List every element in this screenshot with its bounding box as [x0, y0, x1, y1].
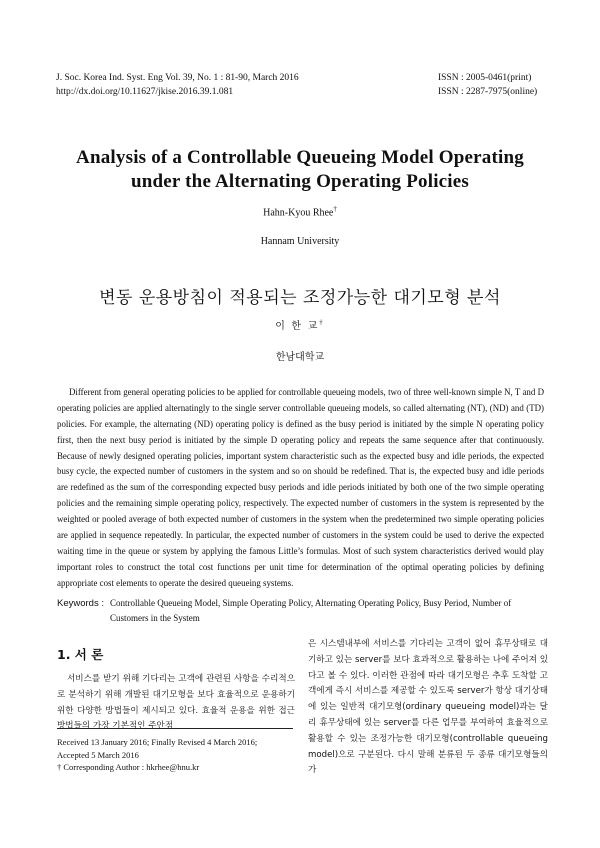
issn-print: ISSN : 2005-0461(print) — [438, 73, 532, 83]
doi-link[interactable]: http://dx.doi.org/10.11627/jkise.2016.39.1.081 — [56, 87, 234, 97]
corresponding-author: † Corresponding Author : hkrhee@hnu.kr — [57, 762, 200, 772]
issn-block — [438, 71, 537, 99]
journal-citation: J. Soc. Korea Ind. Syst. Eng Vol. 39, No. 1 : 81-90, March 2016 — [56, 73, 299, 83]
intro-paragraph-right: 은 시스템내부에 서비스를 기다리는 고객이 없어 휴무상태로 대기하고 있는 server를 보다 효과적으로 활용하는 나에 주어져 있다고 볼 수 있다. 이러한 관점에 따라 대기모형은 추후 도착할 고객에게 즉시 서비스를 제공할 수 있도록 server가 항상 대기상태에 있는 일반적 대기모형(ordinary queueing model)과는 달리 휴무상태에 있는 server를 다른 업무를 부여하여 효율적으로 활용할 수 있는 조정가능한 대기모형(controllable queueing model)으로 구분된다. 다시 말해 분류된 두 종류 대기모형들의 가 — [308, 639, 548, 776]
section-heading-introduction: 1. 서 론 — [57, 647, 104, 662]
author-name-korean: 이 한 교 — [275, 321, 320, 332]
keywords — [57, 596, 547, 626]
title-line-2: under the Alternating Operating Policies — [130, 171, 470, 192]
accepted-date: Accepted 5 March 2016 — [57, 749, 139, 760]
affiliation-korean: 한남대학교 — [275, 352, 325, 363]
keywords-label: Keywords : — [57, 598, 104, 609]
author-name: Hahn-Kyou Rhee — [263, 207, 334, 219]
corresponding-mark: † — [333, 205, 337, 213]
abstract: Different from general operating policies to be applied for controllable queueing models, two of three well-known simple N, T and D operating policies are applied alternatingly to the single server controllable queueing models, so called alternating (NT), (ND) and (TD) policies. For example, the alternating (ND) operating policy is defined as the busy period is initiated by the simple N operating policy first, then the next busy period is initiated by the simple D operating policy and repeats the same sequence after that continuously. Because of newly designed operating policies, important system characteristic such as the expected busy and idle periods, the expected busy cycle, the expected number of customers in the system and so on should be redefined. That is, the expected busy and idle periods are redefined as the sum of the corresponding expected busy periods and idle periods initiated by both one of the two simple operating policies and the remaining simple operating policy, respectively. The expected number of customers in the system is represented by the weighted or pooled average of both expected number of customers in the system when the predetermined two simple operating policies are applied in sequence repeatedly. In particular, the expected number of customers in the system could be used to derive the expected waiting time in the queue or system by applying the famous Little’s formulas. Most of such system characteristics derived would play important roles to construct the total cost functions per unit time for determination of the optimal operating policies by defining appropriate cost elements to operate the desired queueing systems. — [57, 386, 544, 588]
affiliation-english: Hannam University — [260, 236, 340, 247]
paper-title-korean: 변동 운용방침이 적용되는 조정가능한 대기모형 분석 — [99, 288, 501, 308]
author-korean — [0, 317, 600, 332]
left-column — [57, 645, 295, 735]
corresponding-mark-korean: † — [319, 318, 325, 327]
keywords-list: Controllable Queueing Model, Simple Operating Policy, Alternating Operating Policy, Busy Period, Number of Customers in the System — [110, 598, 512, 623]
footnotes — [57, 736, 295, 774]
paper-title-english — [0, 146, 600, 194]
journal-header — [56, 71, 299, 99]
right-column — [308, 637, 548, 779]
title-line-1: Analysis of a Controllable Queueing Model Operating — [76, 147, 524, 168]
issn-online: ISSN : 2287-7975(online) — [438, 87, 538, 97]
footnote-divider — [57, 728, 293, 729]
received-date: Received 13 January 2016; Finally Revised 4 March 2016; — [57, 737, 258, 747]
author-english — [0, 205, 600, 218]
intro-paragraph-left: 서비스를 받기 위해 기다리는 고객에 관련된 사항을 수리적으로 분석하기 위해 개발된 대기모형을 보다 효율적으로 운용하기 위한 다양한 방법들이 제시되고 있다. 효율적 운용을 위한 접근방법들의 가장 기본적인 주안점 — [57, 674, 295, 732]
